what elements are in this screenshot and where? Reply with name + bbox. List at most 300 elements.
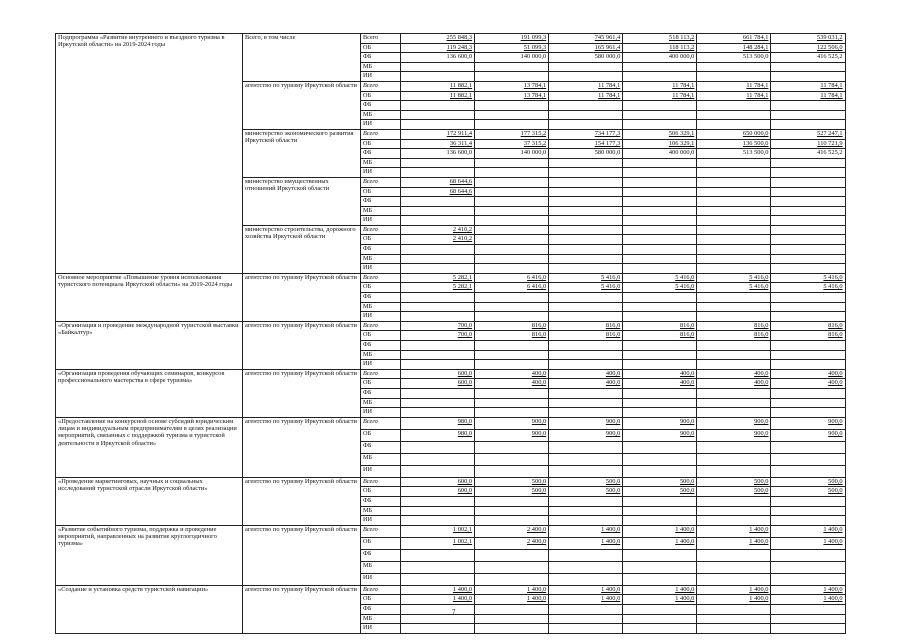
amount-cell: 400,0 <box>623 379 697 389</box>
executor-cell: агентство по туризму Иркутской области <box>243 525 361 585</box>
amount-cell <box>549 453 623 465</box>
amount-cell <box>401 101 475 111</box>
table-row <box>56 585 846 595</box>
amount-cell <box>549 312 623 322</box>
amount-cell <box>623 441 697 453</box>
amount-cell <box>401 453 475 465</box>
amount-cell <box>475 120 549 130</box>
amount-cell <box>623 245 697 255</box>
amount-cell <box>549 216 623 226</box>
amount-cell <box>623 496 697 506</box>
amount-cell: 1 400,0 <box>475 585 549 595</box>
amount-cell <box>771 206 845 216</box>
amount-cell <box>475 245 549 255</box>
amount-cell: 2 410,2 <box>401 225 475 235</box>
amount-cell <box>549 101 623 111</box>
measure-name-cell: «Развитие событийного туризма, поддержка и проведение мероприятий, направленных на развитие круглогодичного туризма» <box>56 525 243 585</box>
amount-cell: 1 400,0 <box>623 525 697 537</box>
funding-source-cell: МБ <box>361 614 401 624</box>
amount-cell: 400,0 <box>623 369 697 379</box>
amount-cell <box>475 216 549 226</box>
amount-cell <box>549 225 623 235</box>
amount-cell: 518 113,2 <box>623 34 697 44</box>
amount-cell <box>475 110 549 120</box>
amount-cell: 400,0 <box>697 369 771 379</box>
amount-cell: 11 784,1 <box>697 81 771 91</box>
amount-cell <box>697 110 771 120</box>
funding-source-cell: ОБ <box>361 91 401 101</box>
funding-source-cell: ФБ <box>361 604 401 614</box>
amount-cell <box>697 441 771 453</box>
amount-cell <box>401 549 475 561</box>
amount-cell: 816,0 <box>475 321 549 331</box>
amount-cell <box>623 506 697 516</box>
funding-source-cell: ФБ <box>361 149 401 159</box>
amount-cell: 13 784,1 <box>475 91 549 101</box>
amount-cell: 416 525,2 <box>771 53 845 63</box>
amount-cell <box>623 614 697 624</box>
funding-source-cell: МБ <box>361 398 401 408</box>
amount-cell <box>771 549 845 561</box>
funding-source-cell: МБ <box>361 302 401 312</box>
amount-cell <box>697 573 771 585</box>
amount-cell: 400,0 <box>475 379 549 389</box>
amount-cell <box>697 516 771 526</box>
amount-cell <box>697 604 771 614</box>
amount-cell <box>623 72 697 82</box>
amount-cell <box>697 206 771 216</box>
funding-source-cell: ФБ <box>361 388 401 398</box>
funding-source-cell: Всего <box>361 81 401 91</box>
funding-source-cell: ФБ <box>361 341 401 351</box>
amount-cell: 650 000,0 <box>697 129 771 139</box>
amount-cell <box>475 573 549 585</box>
funding-source-cell: ОБ <box>361 187 401 197</box>
funding-source-cell: ИИ <box>361 120 401 130</box>
amount-cell <box>549 506 623 516</box>
table-row <box>56 477 846 487</box>
amount-cell <box>475 516 549 526</box>
amount-cell: 136 600,0 <box>401 53 475 63</box>
amount-cell <box>697 293 771 303</box>
amount-cell <box>771 408 845 418</box>
amount-cell <box>549 110 623 120</box>
amount-cell <box>771 264 845 274</box>
amount-cell: 1 400,0 <box>549 525 623 537</box>
amount-cell: 140 000,0 <box>475 53 549 63</box>
table-row <box>56 321 846 331</box>
amount-cell: 500,0 <box>475 477 549 487</box>
amount-cell <box>549 408 623 418</box>
amount-cell <box>771 293 845 303</box>
amount-cell: 816,0 <box>549 321 623 331</box>
amount-cell: 1 400,0 <box>549 585 623 595</box>
funding-source-cell: МБ <box>361 158 401 168</box>
amount-cell: 1 400,0 <box>697 537 771 549</box>
amount-cell <box>475 235 549 245</box>
amount-cell <box>623 350 697 360</box>
amount-cell <box>401 624 475 634</box>
amount-cell <box>697 388 771 398</box>
funding-source-cell: ОБ <box>361 595 401 605</box>
amount-cell: 1 400,0 <box>549 595 623 605</box>
executor-cell: агентство по туризму Иркутской области <box>243 273 361 321</box>
amount-cell <box>697 245 771 255</box>
table-row <box>56 525 846 537</box>
funding-source-cell: ОБ <box>361 379 401 389</box>
funding-source-cell: МБ <box>361 110 401 120</box>
funding-source-cell: ИИ <box>361 360 401 370</box>
funding-source-cell: Всего <box>361 585 401 595</box>
amount-cell <box>623 177 697 187</box>
amount-cell <box>771 225 845 235</box>
amount-cell <box>549 573 623 585</box>
amount-cell <box>623 197 697 207</box>
executor-cell: министерство строительства, дорожного хозяйства Иркутской области <box>243 225 361 273</box>
amount-cell <box>771 235 845 245</box>
amount-cell <box>697 624 771 634</box>
funding-source-cell: Всего <box>361 34 401 44</box>
amount-cell: 734 177,3 <box>549 129 623 139</box>
amount-cell: 816,0 <box>771 321 845 331</box>
funding-source-cell: МБ <box>361 206 401 216</box>
funding-source-cell: МБ <box>361 561 401 573</box>
amount-cell: 1 400,0 <box>475 595 549 605</box>
amount-cell: 122 506,0 <box>771 43 845 53</box>
executor-cell: Всего, в том числе <box>243 34 361 82</box>
amount-cell: 506 329,1 <box>623 129 697 139</box>
amount-cell <box>549 398 623 408</box>
amount-cell <box>549 158 623 168</box>
amount-cell: 11 784,1 <box>771 81 845 91</box>
amount-cell: 1 400,0 <box>623 537 697 549</box>
amount-cell <box>623 293 697 303</box>
amount-cell: 500,0 <box>771 487 845 497</box>
amount-cell <box>771 441 845 453</box>
amount-cell <box>697 350 771 360</box>
funding-source-cell: ОБ <box>361 537 401 549</box>
amount-cell <box>401 216 475 226</box>
amount-cell <box>549 245 623 255</box>
amount-cell: 118 113,2 <box>623 43 697 53</box>
amount-cell <box>697 549 771 561</box>
funding-source-cell: Всего <box>361 129 401 139</box>
funding-source-cell: Всего <box>361 417 401 429</box>
amount-cell <box>623 101 697 111</box>
amount-cell: 900,0 <box>475 417 549 429</box>
amount-cell: 165 961,4 <box>549 43 623 53</box>
amount-cell: 1 400,0 <box>401 585 475 595</box>
amount-cell: 539 031,2 <box>771 34 845 44</box>
amount-cell <box>475 408 549 418</box>
amount-cell: 5 416,0 <box>697 273 771 283</box>
amount-cell: 400,0 <box>549 369 623 379</box>
amount-cell <box>623 264 697 274</box>
amount-cell <box>475 293 549 303</box>
amount-cell <box>475 264 549 274</box>
amount-cell <box>771 302 845 312</box>
amount-cell: 500,0 <box>549 477 623 487</box>
amount-cell <box>771 614 845 624</box>
amount-cell <box>623 302 697 312</box>
table-row <box>56 417 846 429</box>
amount-cell <box>771 101 845 111</box>
amount-cell: 816,0 <box>475 331 549 341</box>
funding-source-cell: ФБ <box>361 293 401 303</box>
amount-cell: 500,0 <box>475 487 549 497</box>
amount-cell: 980,0 <box>401 429 475 441</box>
amount-cell <box>475 388 549 398</box>
amount-cell: 11 882,1 <box>401 91 475 101</box>
funding-source-cell: ИИ <box>361 72 401 82</box>
amount-cell <box>549 187 623 197</box>
amount-cell <box>623 158 697 168</box>
amount-cell <box>401 254 475 264</box>
amount-cell <box>697 235 771 245</box>
amount-cell: 500,0 <box>623 487 697 497</box>
funding-source-cell: Всего <box>361 273 401 283</box>
amount-cell <box>697 120 771 130</box>
amount-cell <box>549 177 623 187</box>
amount-cell: 2 400,0 <box>475 525 549 537</box>
amount-cell: 500,0 <box>697 477 771 487</box>
amount-cell <box>623 206 697 216</box>
funding-source-cell: ОБ <box>361 235 401 245</box>
amount-cell <box>771 254 845 264</box>
amount-cell <box>697 496 771 506</box>
amount-cell: 68 644,6 <box>401 177 475 187</box>
amount-cell: 5 282,1 <box>401 283 475 293</box>
amount-cell <box>771 120 845 130</box>
amount-cell <box>475 206 549 216</box>
measure-name-cell: Основное мероприятие «Повышение уровня использования туристского потенциала Иркутской области» на 2019-2024 годы <box>56 273 243 321</box>
funding-source-cell: Всего <box>361 477 401 487</box>
measure-name-cell: «Предоставление на конкурсной основе субсидий юридическим лицам и индивидуальным предпринимателям в целях реализации мероприятий, связанных с поддержкой туризма и туристской деятельности в Иркутской области» <box>56 417 243 477</box>
amount-cell <box>697 225 771 235</box>
amount-cell <box>475 62 549 72</box>
amount-cell <box>401 506 475 516</box>
amount-cell <box>475 441 549 453</box>
executor-cell: министерство имущественных отношений Иркутской области <box>243 177 361 225</box>
amount-cell: 1 002,1 <box>401 537 475 549</box>
amount-cell: 154 177,3 <box>549 139 623 149</box>
amount-cell: 500,0 <box>549 487 623 497</box>
amount-cell <box>475 302 549 312</box>
amount-cell: 400,0 <box>771 369 845 379</box>
amount-cell <box>697 341 771 351</box>
amount-cell: 513 500,0 <box>697 53 771 63</box>
amount-cell: 148 284,1 <box>697 43 771 53</box>
amount-cell <box>475 197 549 207</box>
amount-cell <box>401 62 475 72</box>
amount-cell <box>623 453 697 465</box>
funding-source-cell: МБ <box>361 350 401 360</box>
amount-cell: 1 400,0 <box>771 537 845 549</box>
amount-cell: 900,0 <box>697 417 771 429</box>
amount-cell <box>401 158 475 168</box>
amount-cell <box>475 624 549 634</box>
amount-cell <box>771 604 845 614</box>
amount-cell <box>549 293 623 303</box>
amount-cell: 140 000,0 <box>475 149 549 159</box>
amount-cell <box>401 72 475 82</box>
amount-cell: 1 400,0 <box>697 585 771 595</box>
executor-cell: министерство экономического развития Иркутской области <box>243 129 361 177</box>
amount-cell <box>771 465 845 477</box>
amount-cell <box>401 206 475 216</box>
amount-cell <box>475 549 549 561</box>
amount-cell <box>623 120 697 130</box>
executor-cell: агентство по туризму Иркутской области <box>243 369 361 417</box>
amount-cell <box>401 168 475 178</box>
amount-cell <box>771 360 845 370</box>
measure-name-cell: «Создание и установка средств туристской навигации» <box>56 585 243 633</box>
amount-cell <box>549 614 623 624</box>
amount-cell: 5 416,0 <box>771 273 845 283</box>
amount-cell: 500,0 <box>697 487 771 497</box>
funding-source-cell: ИИ <box>361 408 401 418</box>
amount-cell <box>697 506 771 516</box>
amount-cell <box>697 168 771 178</box>
amount-cell: 400,0 <box>771 379 845 389</box>
amount-cell: 816,0 <box>771 331 845 341</box>
amount-cell: 37 315,2 <box>475 139 549 149</box>
amount-cell: 1 002,1 <box>401 525 475 537</box>
amount-cell <box>475 312 549 322</box>
amount-cell <box>475 225 549 235</box>
executor-cell: агентство по туризму Иркутской области <box>243 585 361 633</box>
amount-cell <box>401 360 475 370</box>
amount-cell <box>475 187 549 197</box>
amount-cell <box>697 408 771 418</box>
funding-source-cell: ИИ <box>361 465 401 477</box>
amount-cell <box>697 398 771 408</box>
amount-cell: 11 882,1 <box>401 81 475 91</box>
amount-cell: 900,0 <box>549 417 623 429</box>
amount-cell <box>401 408 475 418</box>
amount-cell: 400 000,0 <box>623 53 697 63</box>
funding-source-cell: Всего <box>361 525 401 537</box>
amount-cell <box>771 245 845 255</box>
amount-cell: 11 784,1 <box>697 91 771 101</box>
amount-cell <box>771 62 845 72</box>
amount-cell <box>623 216 697 226</box>
amount-cell: 1 400,0 <box>623 595 697 605</box>
amount-cell: 1 400,0 <box>697 595 771 605</box>
amount-cell <box>623 465 697 477</box>
amount-cell <box>697 62 771 72</box>
amount-cell: 136 600,0 <box>401 149 475 159</box>
amount-cell: 51 099,3 <box>475 43 549 53</box>
amount-cell <box>401 293 475 303</box>
amount-cell <box>475 101 549 111</box>
table-row <box>56 273 846 283</box>
amount-cell <box>771 177 845 187</box>
amount-cell <box>623 187 697 197</box>
amount-cell <box>697 614 771 624</box>
amount-cell <box>771 187 845 197</box>
funding-source-cell: ФБ <box>361 496 401 506</box>
amount-cell <box>771 388 845 398</box>
amount-cell <box>623 254 697 264</box>
amount-cell: 136 500,0 <box>697 139 771 149</box>
amount-cell <box>771 216 845 226</box>
amount-cell <box>401 245 475 255</box>
amount-cell <box>549 62 623 72</box>
funding-source-cell: МБ <box>361 254 401 264</box>
amount-cell <box>697 264 771 274</box>
amount-cell <box>697 360 771 370</box>
amount-cell: 5 416,0 <box>623 283 697 293</box>
funding-source-cell: МБ <box>361 453 401 465</box>
amount-cell <box>475 604 549 614</box>
amount-cell: 2 400,0 <box>475 537 549 549</box>
amount-cell <box>549 604 623 614</box>
funding-source-cell: ОБ <box>361 331 401 341</box>
amount-cell <box>697 302 771 312</box>
amount-cell <box>771 341 845 351</box>
amount-cell: 400,0 <box>549 379 623 389</box>
amount-cell <box>401 110 475 120</box>
funding-source-cell: ОБ <box>361 283 401 293</box>
funding-source-cell: ФБ <box>361 101 401 111</box>
funding-source-cell: ФБ <box>361 53 401 63</box>
amount-cell <box>771 312 845 322</box>
amount-cell <box>623 388 697 398</box>
amount-cell: 172 911,4 <box>401 129 475 139</box>
amount-cell <box>401 197 475 207</box>
amount-cell <box>771 158 845 168</box>
amount-cell <box>623 235 697 245</box>
amount-cell <box>623 561 697 573</box>
amount-cell <box>549 561 623 573</box>
amount-cell <box>401 604 475 614</box>
amount-cell <box>549 235 623 245</box>
amount-cell: 11 784,1 <box>623 81 697 91</box>
amount-cell: 5 416,0 <box>549 283 623 293</box>
funding-source-cell: ОБ <box>361 43 401 53</box>
executor-cell: агентство по туризму Иркутской области <box>243 81 361 129</box>
amount-cell <box>771 561 845 573</box>
amount-cell <box>771 350 845 360</box>
amount-cell: 900,0 <box>623 429 697 441</box>
amount-cell <box>697 158 771 168</box>
funding-source-cell: ФБ <box>361 197 401 207</box>
amount-cell <box>401 441 475 453</box>
amount-cell: 6 416,0 <box>475 273 549 283</box>
amount-cell <box>697 254 771 264</box>
amount-cell <box>401 398 475 408</box>
amount-cell <box>623 168 697 178</box>
amount-cell <box>697 465 771 477</box>
amount-cell <box>623 110 697 120</box>
amount-cell: 400,0 <box>697 379 771 389</box>
amount-cell <box>697 72 771 82</box>
amount-cell: 1 400,0 <box>549 537 623 549</box>
amount-cell <box>697 312 771 322</box>
amount-cell <box>623 549 697 561</box>
amount-cell <box>623 312 697 322</box>
amount-cell: 500,0 <box>771 477 845 487</box>
amount-cell <box>475 506 549 516</box>
amount-cell: 416 525,2 <box>771 149 845 159</box>
amount-cell: 816,0 <box>697 321 771 331</box>
amount-cell <box>771 110 845 120</box>
amount-cell: 5 416,0 <box>771 283 845 293</box>
funding-source-cell: ФБ <box>361 245 401 255</box>
amount-cell <box>771 624 845 634</box>
amount-cell: 580 000,0 <box>549 53 623 63</box>
